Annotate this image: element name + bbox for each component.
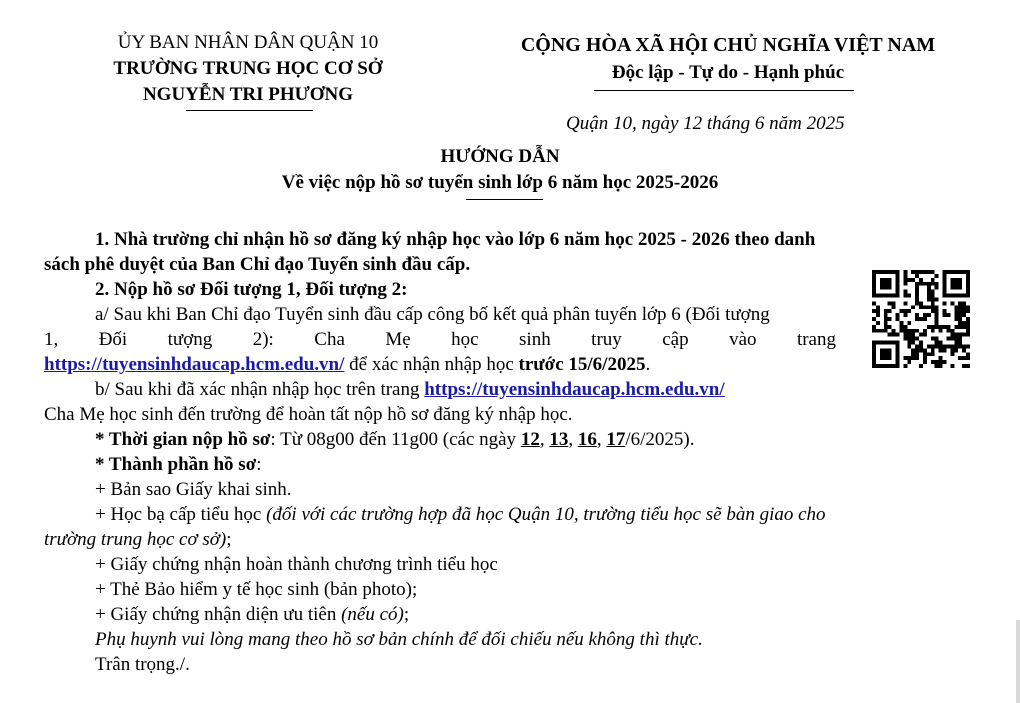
school-name-line1: TRƯỜNG TRUNG HỌC CƠ SỞ bbox=[113, 58, 383, 79]
item-a-line1: a/ Sau khi Ban Chỉ đạo Tuyển sinh đầu cấp công bố kết quả phân tuyến lớp 6 (Đối tượng bbox=[95, 304, 770, 325]
deadline-text: trước 15/6/2025 bbox=[518, 354, 646, 375]
item-a-line2 bbox=[44, 329, 836, 351]
day-13: 13 bbox=[549, 429, 569, 450]
agency-name: ỦY BAN NHÂN DÂN QUẬN 10 bbox=[117, 32, 379, 53]
components-heading bbox=[95, 454, 262, 476]
sep: , bbox=[596, 429, 607, 450]
item-a-word: Đối bbox=[98, 329, 128, 350]
component-item-2-cont bbox=[44, 529, 232, 551]
item-b-line2: Cha Mẹ học sinh đến trường để hoàn tất nộp hồ sơ đăng ký nhập học. bbox=[44, 404, 573, 425]
item-b-text: b/ Sau khi đã xác nhận nhập học trên trang bbox=[95, 379, 425, 400]
component-item-3: + Giấy chứng nhận hoàn thành chương trình tiểu học bbox=[95, 554, 498, 575]
item-a-line3 bbox=[44, 354, 650, 376]
component-item-5 bbox=[95, 604, 409, 626]
component-item-1: + Bản sao Giấy khai sinh. bbox=[95, 479, 292, 500]
components-label: * Thành phần hồ sơ bbox=[95, 454, 257, 475]
component-item-4: + Thẻ Bảo hiểm y tế học sinh (bản photo); bbox=[95, 579, 418, 600]
day-16: 16 bbox=[577, 429, 597, 450]
header-right-underline bbox=[594, 90, 854, 91]
closing: Trân trọng./. bbox=[95, 654, 190, 675]
item5-end: ; bbox=[403, 604, 410, 625]
registration-link-2[interactable]: https://tuyensinhdaucap.hcm.edu.vn/ bbox=[424, 379, 725, 400]
components-colon: : bbox=[256, 454, 262, 475]
item-a-word: 1, bbox=[44, 329, 59, 350]
sep: , bbox=[568, 429, 578, 450]
item2-note-cont: trường trung học cơ sở) bbox=[44, 529, 227, 550]
window-edge bbox=[1016, 620, 1020, 703]
date-line: Quận 10, ngày 12 tháng 6 năm 2025 bbox=[566, 113, 845, 134]
item-a-period: . bbox=[645, 354, 651, 375]
sep: , bbox=[539, 429, 550, 450]
item2-end: ; bbox=[226, 529, 232, 550]
item-a-word: tượng bbox=[167, 329, 213, 350]
component-item-2 bbox=[95, 504, 826, 526]
time-label: * Thời gian nộp hồ sơ bbox=[95, 429, 271, 450]
item-a-word: trang bbox=[796, 329, 836, 350]
header-left-underline bbox=[186, 110, 313, 111]
item-a-word: sinh bbox=[519, 329, 551, 350]
day-17: 17 bbox=[606, 429, 626, 450]
item-a-word: truy bbox=[591, 329, 622, 350]
item-a-word: vào bbox=[729, 329, 757, 350]
document-title: HƯỚNG DẪN bbox=[440, 146, 560, 167]
submission-time bbox=[95, 429, 694, 451]
day-12: 12 bbox=[520, 429, 540, 450]
section-2-heading: 2. Nộp hồ sơ Đối tượng 1, Đối tượng 2: bbox=[95, 279, 408, 300]
document-subtitle: Về việc nộp hồ sơ tuyển sinh lớp 6 năm học 2025-2026 bbox=[281, 172, 719, 193]
paragraph-1-line2: sách phê duyệt của Ban Chỉ đạo Tuyển sinh đầu cấp. bbox=[44, 254, 471, 275]
registration-link[interactable]: https://tuyensinhdaucap.hcm.edu.vn/ bbox=[44, 354, 345, 375]
item-b-line1 bbox=[95, 379, 725, 401]
item-a-word: Mẹ bbox=[385, 329, 411, 350]
school-name-line2: NGUYỄN TRI PHƯƠNG bbox=[142, 84, 354, 105]
item-a-word: học bbox=[451, 329, 479, 350]
qr-code-icon bbox=[872, 270, 970, 368]
item2-note: (đối với các trường hợp đã học Quận 10, trường tiểu học sẽ bàn giao cho bbox=[266, 504, 826, 525]
item5-text: + Giấy chứng nhận diện ưu tiên bbox=[95, 604, 342, 625]
item2-text: + Học bạ cấp tiểu học bbox=[95, 504, 267, 525]
time-tail: /6/2025). bbox=[625, 429, 695, 450]
time-text: : Từ 08g00 đến 11g00 (các ngày bbox=[270, 429, 521, 450]
item-a-word: cập bbox=[662, 329, 689, 350]
paragraph-1-line1: 1. Nhà trường chỉ nhận hồ sơ đăng ký nhập học vào lớp 6 năm học 2025 - 2026 theo danh bbox=[95, 229, 816, 250]
title-underline bbox=[466, 199, 543, 200]
item5-note: (nếu có) bbox=[341, 604, 404, 625]
item-a-word: 2): bbox=[252, 329, 274, 350]
national-motto: Độc lập - Tự do - Hạnh phúc bbox=[611, 62, 845, 83]
national-title: CỘNG HÒA XÃ HỘI CHỦ NGHĨA VIỆT NAM bbox=[520, 34, 936, 56]
item-a-text: để xác nhận nhập học bbox=[344, 354, 519, 375]
parent-note: Phụ huynh vui lòng mang theo hồ sơ bản chính để đối chiếu nếu không thì thực. bbox=[95, 629, 703, 650]
item-a-word: Cha bbox=[314, 329, 345, 350]
